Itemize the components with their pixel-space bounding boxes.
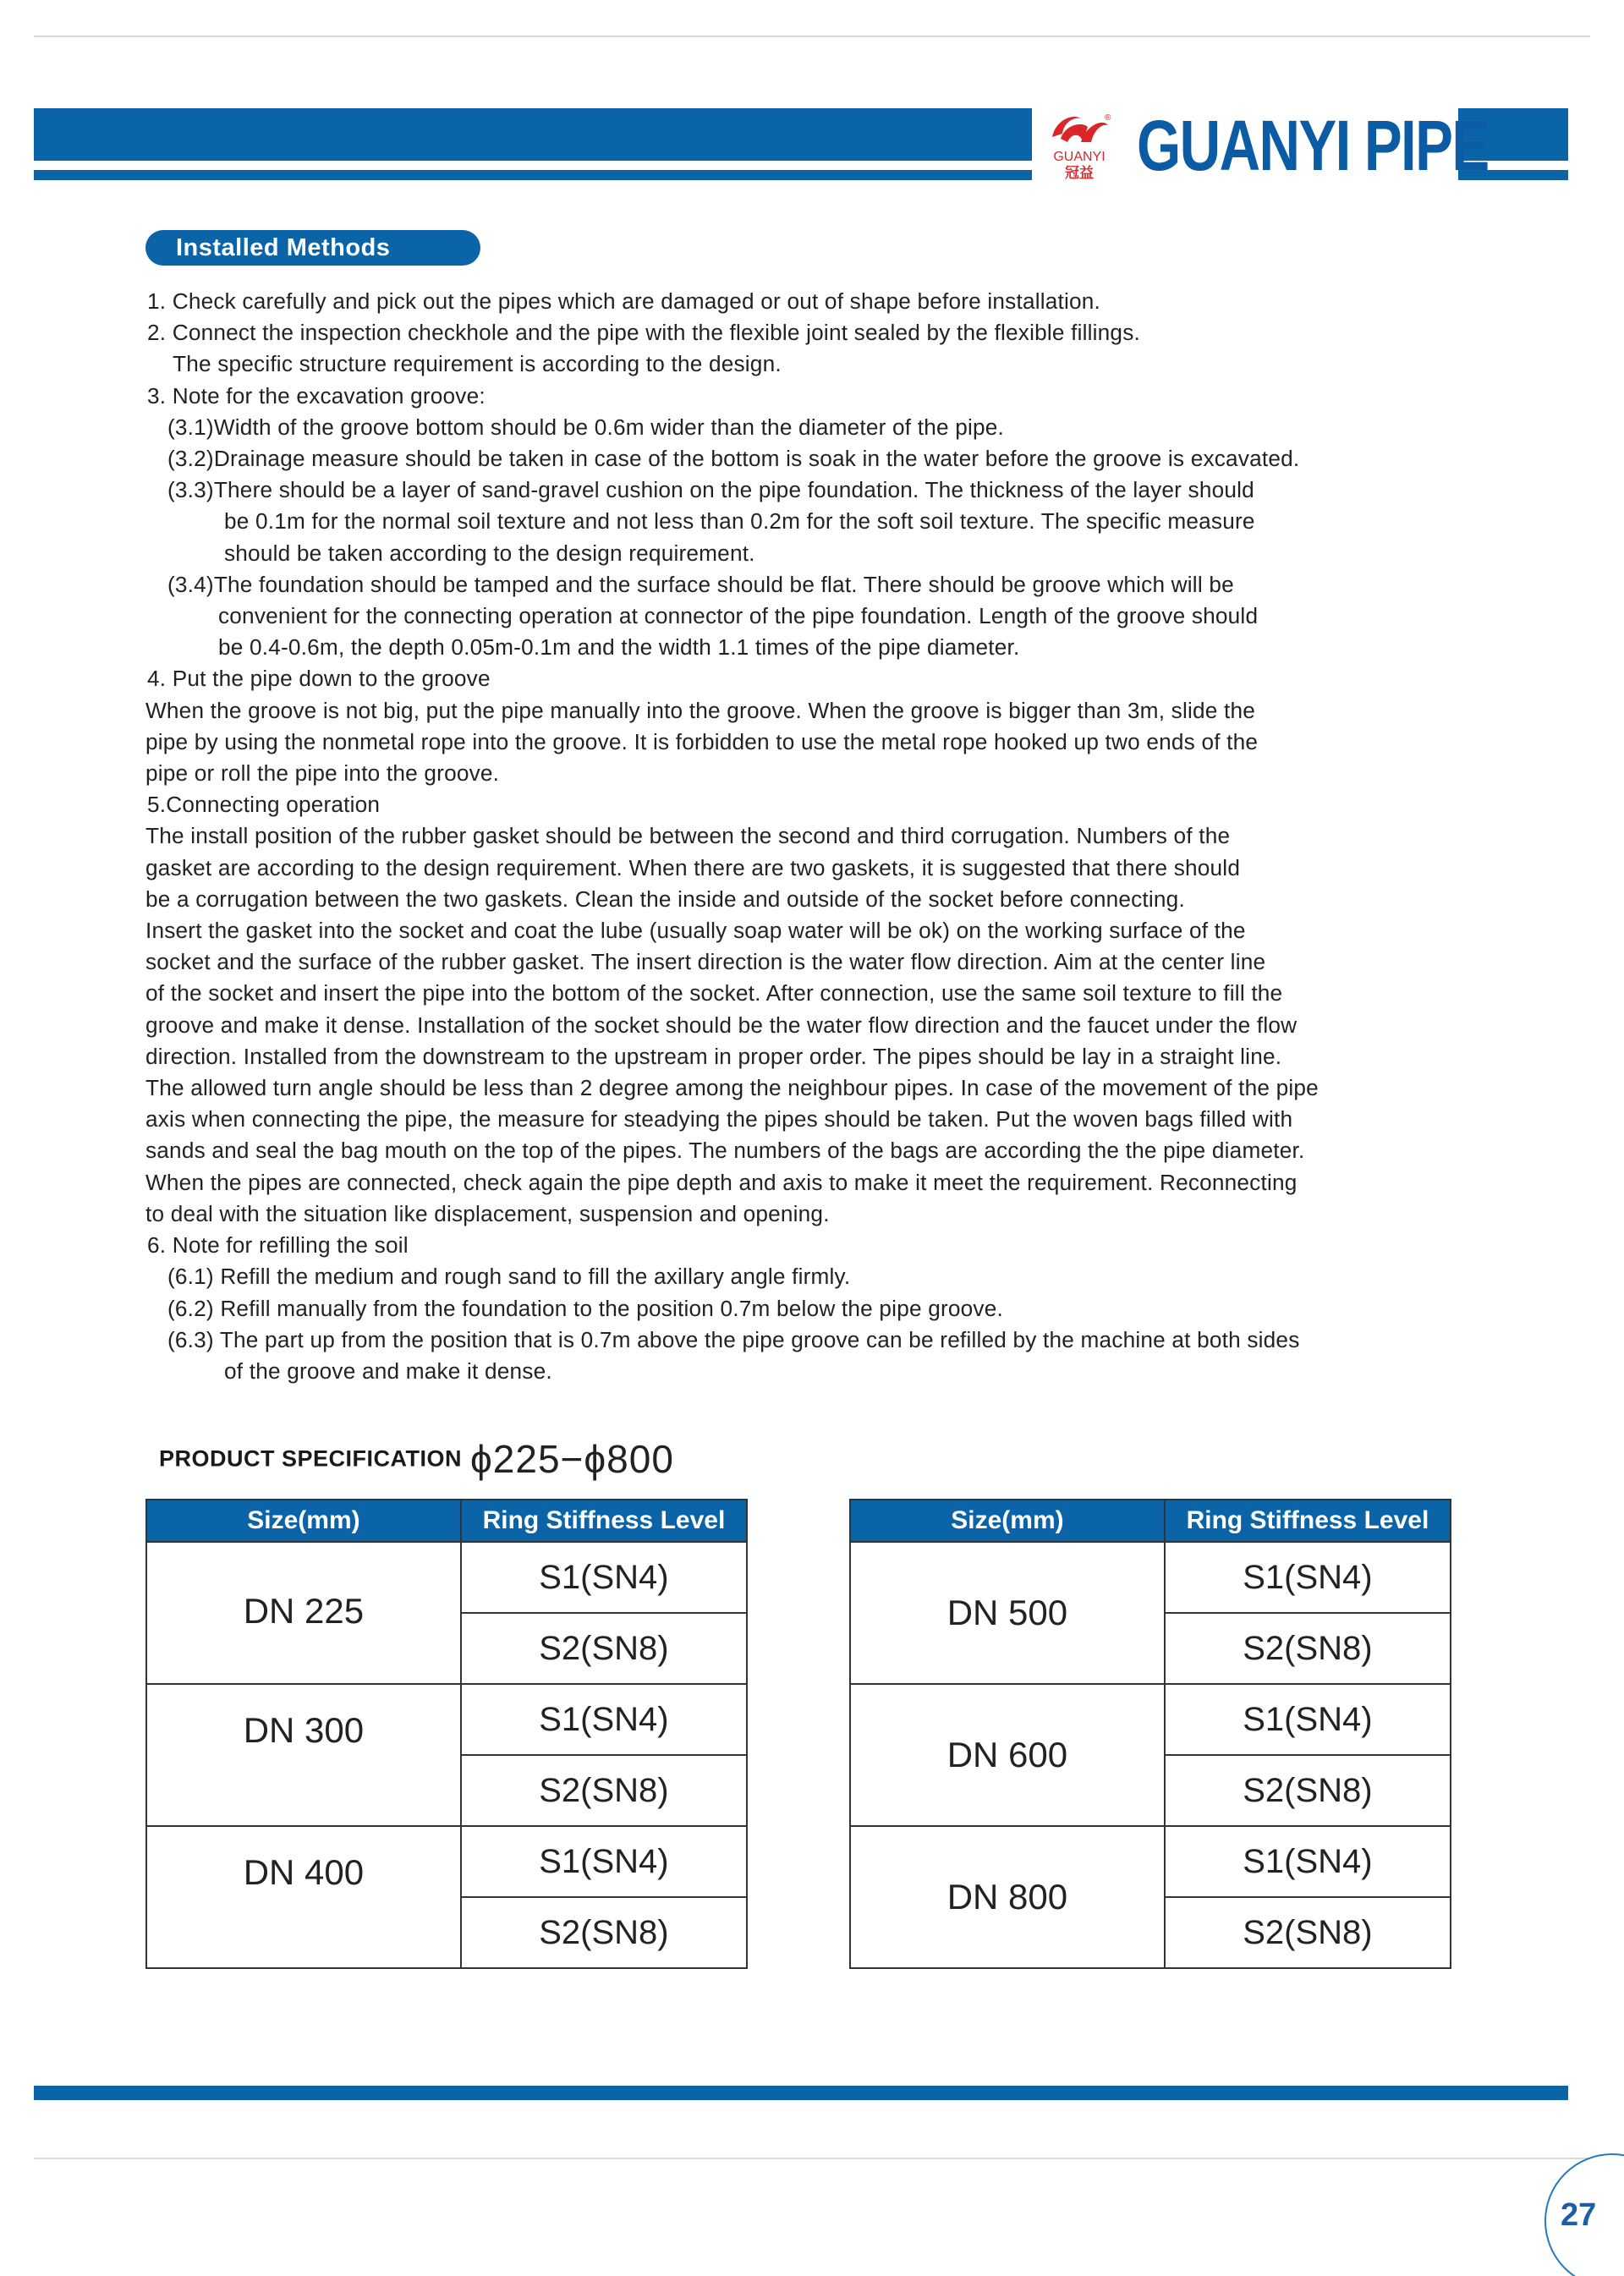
text-line: The allowed turn angle should be less than 2 degree among the neighbour pipes. In case of the movement of the pipe bbox=[145, 1075, 1319, 1101]
text-line: (3.4)The foundation should be tamped and the surface should be flat. There should be groove which will be bbox=[167, 571, 1234, 597]
spec-title-range: ϕ225−ϕ800 bbox=[470, 1437, 674, 1481]
text-line: 2. Connect the inspection checkhole and the pipe with the flexible joint sealed by the flexible fillings. bbox=[147, 320, 1140, 346]
col-header-size: Size(mm) bbox=[146, 1500, 461, 1542]
stiffness-cell: S2(SN8) bbox=[461, 1897, 747, 1968]
stiffness-cell: S2(SN8) bbox=[461, 1613, 747, 1684]
size-cell: DN 600 bbox=[850, 1684, 1165, 1826]
text-line: (6.1) Refill the medium and rough sand to fill the axillary angle firmly. bbox=[167, 1264, 851, 1290]
size-cell: DN 400 bbox=[146, 1826, 461, 1968]
text-line: be 0.1m for the normal soil texture and not less than 0.2m for the soft soil texture. The specific measure bbox=[224, 508, 1255, 535]
bottom-divider bbox=[34, 2158, 1590, 2159]
text-line: axis when connecting the pipe, the measure for steadying the pipes should be taken. Put the woven bags filled with bbox=[145, 1106, 1293, 1133]
text-line: of the groove and make it dense. bbox=[224, 1357, 552, 1384]
spec-table-left bbox=[145, 1499, 748, 1969]
stiffness-cell: S1(SN4) bbox=[1165, 1826, 1451, 1897]
stiffness-cell: S1(SN4) bbox=[461, 1684, 747, 1755]
text-line: groove and make it dense. Installation of the socket should be the water flow direction and the faucet under the flow bbox=[145, 1012, 1298, 1038]
svg-text:®: ® bbox=[1105, 113, 1111, 123]
svg-text:GUANYI: GUANYI bbox=[1053, 150, 1106, 164]
text-line: convenient for the connecting operation at connector of the pipe foundation. Length of the groove should bbox=[218, 603, 1259, 629]
guanyi-logo bbox=[1044, 108, 1115, 181]
spec-title bbox=[159, 1436, 674, 1482]
stiffness-cell: S1(SN4) bbox=[461, 1826, 747, 1897]
text-line: pipe by using the nonmetal rope into the groove. It is forbidden to use the metal rope hooked up two ends of the bbox=[145, 728, 1259, 754]
text-line: 5.Connecting operation bbox=[147, 792, 381, 818]
text-line: The specific structure requirement is according to the design. bbox=[173, 351, 782, 377]
text-line: (3.1)Width of the groove bottom should be 0.6m wider than the diameter of the pipe. bbox=[167, 414, 1005, 440]
text-line: 6. Note for refilling the soil bbox=[147, 1232, 409, 1259]
installation-text bbox=[147, 286, 1433, 1387]
spec-title-label: PRODUCT SPECIFICATION bbox=[159, 1445, 463, 1472]
brand-name: GUANYI PIPE bbox=[1137, 106, 1489, 185]
table-row bbox=[146, 1542, 747, 1613]
text-line: (3.2)Drainage measure should be taken in case of the bottom is soak in the water before the groove is excavated. bbox=[167, 446, 1300, 472]
svg-text:冠益: 冠益 bbox=[1065, 165, 1094, 181]
table-row bbox=[850, 1826, 1451, 1897]
text-line: (6.2) Refill manually from the foundation to the position 0.7m below the pipe groove. bbox=[167, 1295, 1003, 1321]
header-band bbox=[34, 108, 1032, 161]
table-row bbox=[850, 1542, 1451, 1613]
text-line: When the groove is not big, put the pipe manually into the groove. When the groove is bigger than 3m, slide the bbox=[145, 697, 1255, 723]
size-cell: DN 300 bbox=[146, 1684, 461, 1826]
stiffness-cell: S1(SN4) bbox=[1165, 1542, 1451, 1613]
col-header-stiffness: Ring Stiffness Level bbox=[461, 1500, 747, 1542]
text-line: (6.3) The part up from the position that is 0.7m above the pipe groove can be refilled by the machine at both sides bbox=[167, 1326, 1300, 1352]
table-row bbox=[850, 1684, 1451, 1755]
stiffness-cell: S1(SN4) bbox=[1165, 1684, 1451, 1755]
col-header-stiffness: Ring Stiffness Level bbox=[1165, 1500, 1451, 1542]
text-line: to deal with the situation like displacement, suspension and opening. bbox=[145, 1200, 830, 1226]
footer-band bbox=[34, 2086, 1568, 2100]
stiffness-cell: S1(SN4) bbox=[461, 1542, 747, 1613]
text-line: (3.3)There should be a layer of sand-gravel cushion on the pipe foundation. The thickness of the layer should bbox=[167, 477, 1254, 503]
text-line: Insert the gasket into the socket and coat the lube (usually soap water will be ok) on the working surface of the bbox=[145, 918, 1246, 944]
page-number: 27 bbox=[1561, 2197, 1597, 2233]
text-line: The install position of the rubber gasket should be between the second and third corrugation. Numbers of the bbox=[145, 823, 1231, 849]
table-row bbox=[146, 1826, 747, 1897]
header-stripe bbox=[34, 170, 1032, 180]
text-line: be a corrugation between the two gaskets. Clean the inside and outside of the socket before connecting. bbox=[145, 886, 1185, 912]
text-line: should be taken according to the design requirement. bbox=[224, 540, 755, 566]
size-cell: DN 225 bbox=[146, 1542, 461, 1684]
text-line: of the socket and insert the pipe into the bottom of the socket. After connection, use the same soil texture to fill the bbox=[145, 980, 1283, 1006]
text-line: gasket are according to the design requirement. When there are two gaskets, it is suggested that there should bbox=[145, 854, 1241, 880]
col-header-size: Size(mm) bbox=[850, 1500, 1165, 1542]
text-line: pipe or roll the pipe into the groove. bbox=[145, 760, 500, 787]
stiffness-cell: S2(SN8) bbox=[1165, 1755, 1451, 1826]
section-title: Installed Methods bbox=[145, 230, 480, 266]
table-row bbox=[146, 1684, 747, 1755]
size-cell: DN 500 bbox=[850, 1542, 1165, 1684]
text-line: 4. Put the pipe down to the groove bbox=[147, 666, 491, 692]
stiffness-cell: S2(SN8) bbox=[1165, 1897, 1451, 1968]
stiffness-cell: S2(SN8) bbox=[461, 1755, 747, 1826]
text-line: 1. Check carefully and pick out the pipes which are damaged or out of shape before installation. bbox=[147, 288, 1101, 314]
text-line: be 0.4-0.6m, the depth 0.05m-0.1m and the width 1.1 times of the pipe diameter. bbox=[218, 634, 1020, 661]
text-line: When the pipes are connected, check again the pipe depth and axis to make it meet the requirement. Reconnecting bbox=[145, 1169, 1298, 1195]
size-cell: DN 800 bbox=[850, 1826, 1165, 1968]
text-line: sands and seal the bag mouth on the top of the pipes. The numbers of the bags are according the the pipe diameter. bbox=[145, 1138, 1305, 1164]
text-line: socket and the surface of the rubber gasket. The insert direction is the water flow direction. Aim at the center line bbox=[145, 949, 1266, 975]
text-line: 3. Note for the excavation groove: bbox=[147, 382, 486, 409]
top-divider bbox=[34, 36, 1590, 37]
text-line: direction. Installed from the downstream to the upstream in proper order. The pipes should be lay in a straight line. bbox=[145, 1043, 1282, 1069]
spec-table-right bbox=[849, 1499, 1451, 1969]
stiffness-cell: S2(SN8) bbox=[1165, 1613, 1451, 1684]
